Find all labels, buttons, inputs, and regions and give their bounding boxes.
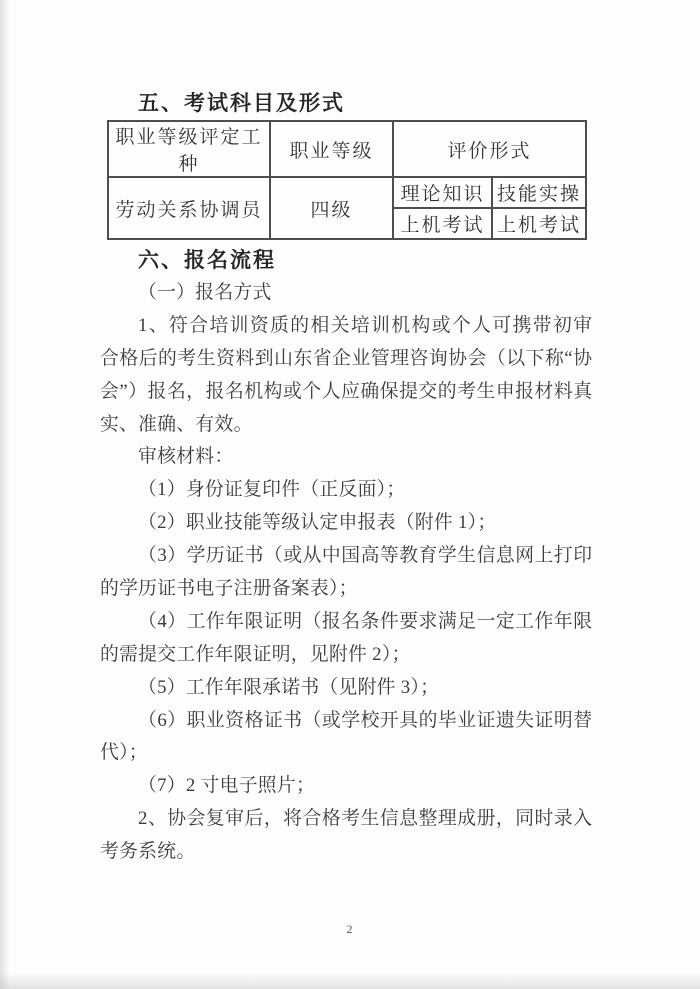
- body-line: （一）报名方式: [138, 282, 272, 303]
- exam-subjects-table: [107, 120, 587, 240]
- table-data-row: [108, 177, 586, 208]
- body-line: 的学历证书电子注册备案表）；: [100, 578, 358, 600]
- body-line: （3）学历证书（或从中国高等教育学生信息网上打印: [138, 545, 592, 567]
- scan-edge-left: [0, 0, 10, 989]
- body-line: 实、准确、有效。: [100, 413, 253, 435]
- body-line: （7）2 寸电子照片；: [138, 775, 316, 797]
- section-signup-heading: 六、报名流程: [138, 248, 276, 272]
- cell-eval-skill-mode: 上机考试: [492, 208, 586, 239]
- body-line: （5）工作年限承诺书（见附件 3）；: [138, 676, 440, 698]
- body-line: （6）职业资格证书（或学校开具的毕业证遗失证明替: [138, 709, 592, 731]
- cell-eval-theory-mode: 上机考试: [393, 208, 492, 239]
- body-line: 的需提交工作年限证明，见附件 2）；: [100, 643, 411, 665]
- body-line: 审核材料：: [138, 446, 234, 468]
- scan-edge-bottom: [0, 973, 700, 989]
- body-line: 代）；: [100, 742, 148, 764]
- table-header-row: [108, 121, 586, 177]
- header-cell-level: 职业等级: [270, 121, 393, 177]
- body-line: （4）工作年限证明（报名条件要求满足一定工作年限: [138, 610, 592, 632]
- section-exam-heading: 五、考试科目及形式: [138, 91, 345, 115]
- body-line: 1、符合培训资质的相关培训机构或个人可携带初审: [138, 314, 592, 336]
- body-line: 会”）报名，报名机构或个人应确保提交的考生申报材料真: [100, 380, 592, 402]
- cell-eval-theory: 理论知识: [393, 177, 492, 208]
- page-number: 2: [346, 922, 354, 936]
- body-line: （1）身份证复印件（正反面）；: [138, 479, 406, 501]
- cell-eval-skill: 技能实操: [492, 177, 586, 208]
- body-line: 合格后的考生资料到山东省企业管理咨询协会（以下称“协: [100, 347, 592, 369]
- header-cell-trade: 职业等级评定工种: [108, 121, 270, 177]
- body-line: （2）职业技能等级认定申报表（附件 1）；: [138, 512, 497, 534]
- cell-level: 四级: [270, 177, 393, 239]
- header-cell-eval-form: 评价形式: [393, 121, 586, 177]
- section-signup: [100, 244, 592, 869]
- body-line: 考务系统。: [100, 841, 196, 863]
- cell-trade-name: 劳动关系协调员: [108, 177, 270, 239]
- body-line: 2、协会复审后，将合格考生信息整理成册，同时录入: [138, 808, 592, 830]
